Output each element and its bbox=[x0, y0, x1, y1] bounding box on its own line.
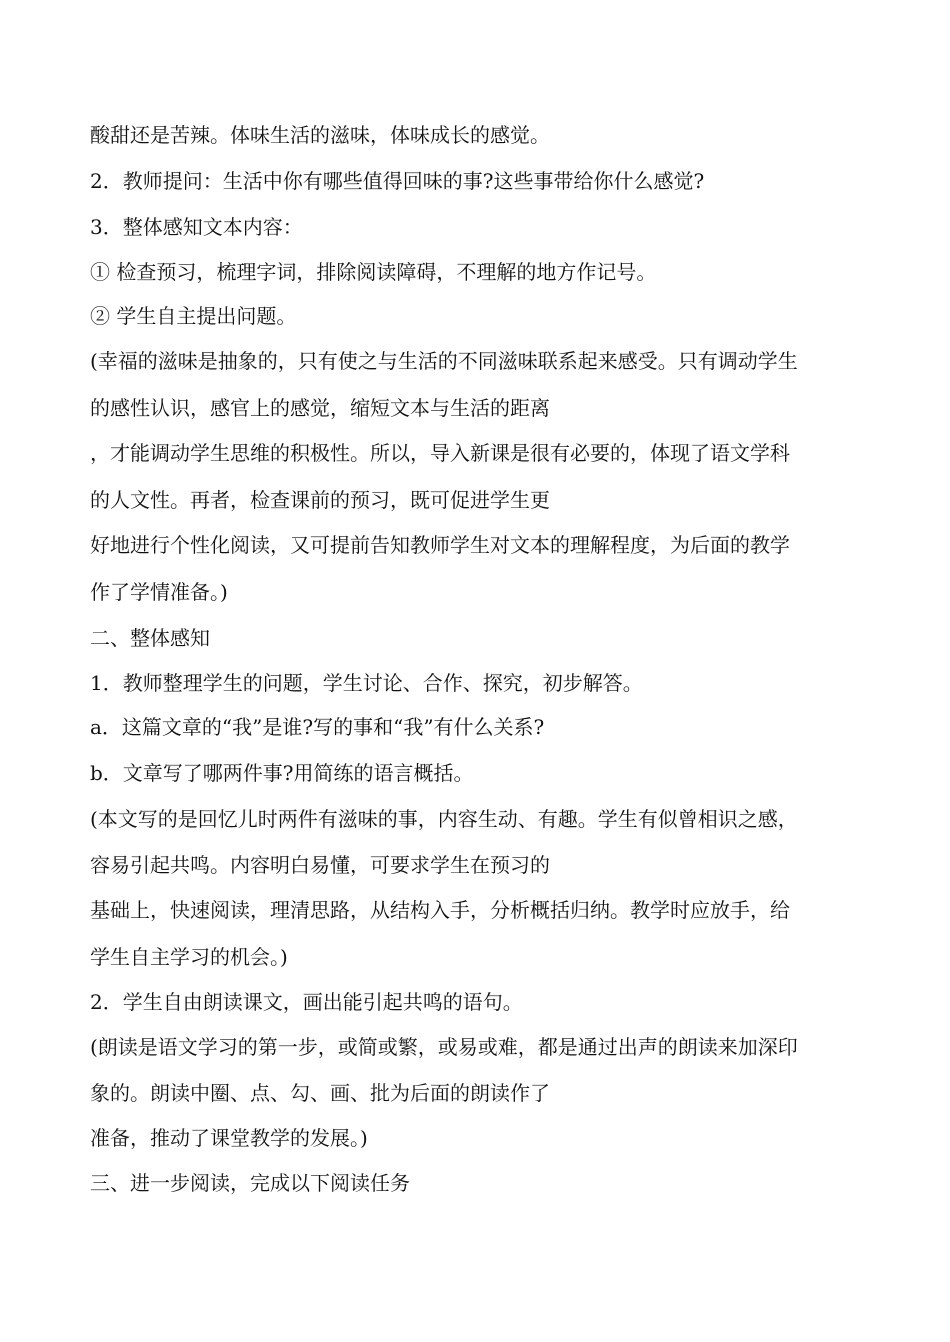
section-heading: 三、进一步阅读，完成以下阅读任务 bbox=[90, 1171, 410, 1195]
text-line: 象的。朗读中圈、点、勾、画、批为后面的朗读作了 bbox=[90, 1081, 550, 1105]
text-line: b．文章写了哪两件事?用简练的语言概括。 bbox=[90, 761, 474, 785]
text-line: 2．教师提问：生活中你有哪些值得回味的事?这些事带给你什么感觉? bbox=[90, 169, 705, 193]
text-line: 2．学生自由朗读课文，画出能引起共鸣的语句。 bbox=[90, 990, 523, 1014]
text-line: ，才能调动学生思维的积极性。所以，导入新课是很有必要的，体现了语文学科 bbox=[90, 441, 790, 465]
text-line: (朗读是语文学习的第一步，或简或繁，或易或难，都是通过出声的朗读来加深印 bbox=[90, 1035, 798, 1059]
text-line: 3．整体感知文本内容： bbox=[90, 215, 303, 239]
text-line: 1．教师整理学生的问题，学生讨论、合作、探究，初步解答。 bbox=[90, 671, 643, 695]
text-line: 酸甜还是苦辣。体味生活的滋味，体味成长的感觉。 bbox=[90, 123, 550, 147]
text-line: (本文写的是回忆儿时两件有滋味的事，内容生动、有趣。学生有似曾相识之感， bbox=[90, 807, 798, 831]
text-line: ② 学生自主提出问题。 bbox=[90, 304, 297, 328]
text-line: a．这篇文章的“我”是谁?写的事和“我”有什么关系? bbox=[90, 715, 545, 739]
text-line: 基础上，快速阅读，理清思路，从结构入手，分析概括归纳。教学时应放手，给 bbox=[90, 898, 790, 922]
text-line: (幸福的滋味是抽象的，只有使之与生活的不同滋味联系起来感受。只有调动学生 bbox=[90, 349, 798, 373]
section-heading: 二、整体感知 bbox=[90, 626, 210, 650]
text-line: 作了学情准备。) bbox=[90, 580, 228, 604]
text-line: ① 检查预习，梳理字词，排除阅读障碍，不理解的地方作记号。 bbox=[90, 260, 657, 284]
text-line: 容易引起共鸣。内容明白易懂，可要求学生在预习的 bbox=[90, 853, 550, 877]
text-line: 好地进行个性化阅读，又可提前告知教师学生对文本的理解程度，为后面的教学 bbox=[90, 533, 790, 557]
text-line: 学生自主学习的机会。) bbox=[90, 945, 288, 969]
text-line: 的感性认识，感官上的感觉，缩短文本与生活的距离 bbox=[90, 396, 550, 420]
text-line: 的人文性。再者，检查课前的预习，既可促进学生更 bbox=[90, 488, 550, 512]
text-line: 准备，推动了课堂教学的发展。) bbox=[90, 1126, 368, 1150]
